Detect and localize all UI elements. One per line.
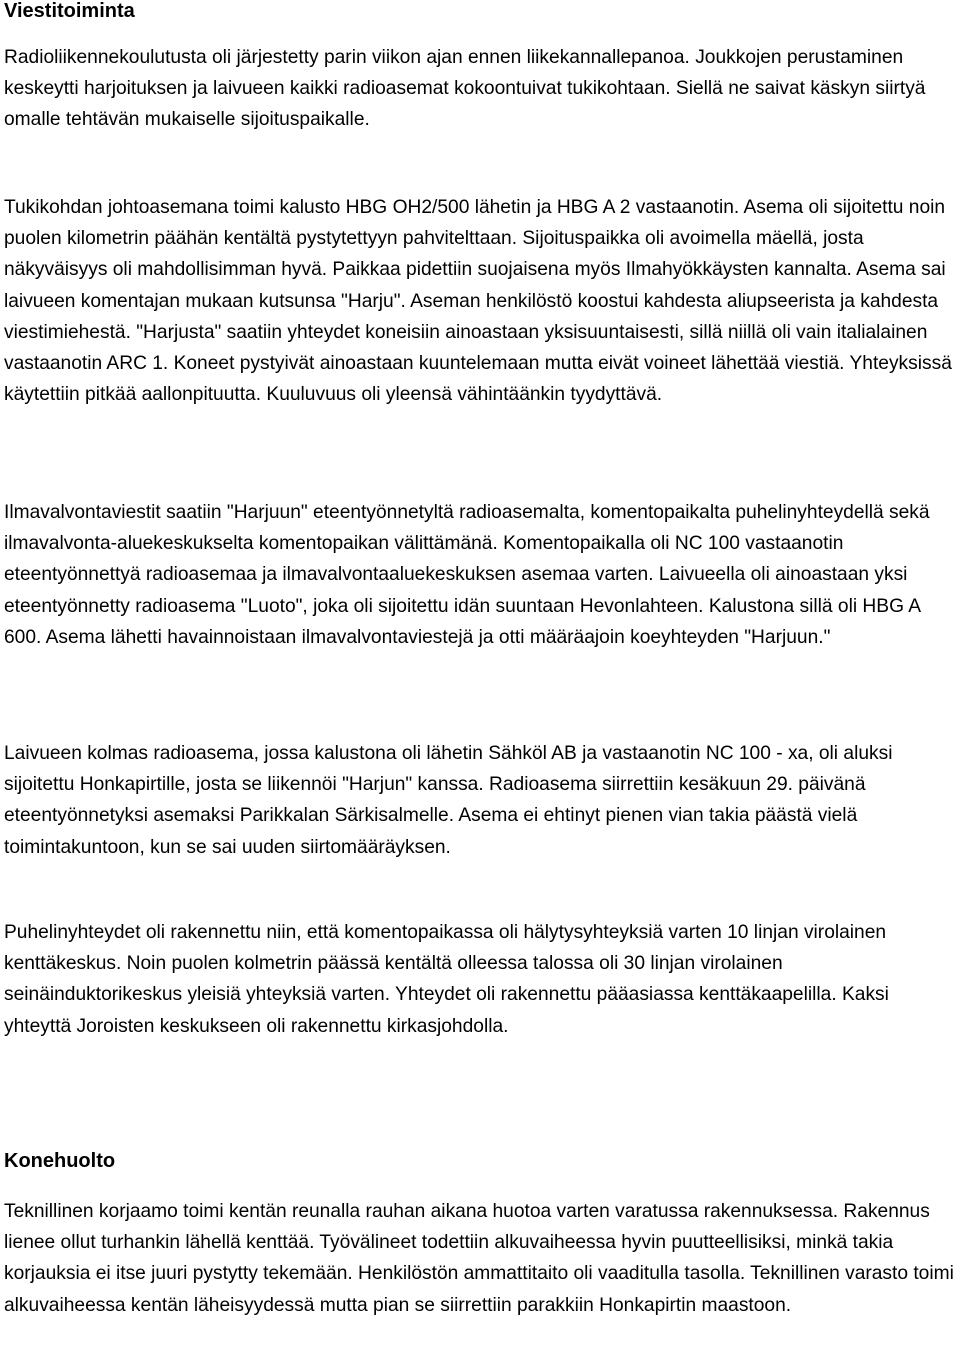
section-heading-viestitoiminta: Viestitoiminta: [4, 0, 135, 22]
paragraph: Tukikohdan johtoasemana toimi kalusto HBG OH2/500 lähetin ja HBG A 2 vastaanotin. Asema oli sijoitettu noin puolen kilometrin päähän kentältä pystytettyyn pahvitelttaan. Sijoituspaikka oli avoimella mäellä, josta näkyväisyys oli mahdollisimman hyvä. Paikkaa pidettiin suojaisena myös Ilmahyökkäysten kannalta. Asema sai laivueen komentajan mukaan kutsunsa "Harju". Aseman henkilöstö koostui kahdesta aliupseerista ja kahdesta viestimiehestä. "Harjusta" saatiin yhteydet koneisiin ainoastaan yksisuuntaisesti, sillä niillä oli vain italialainen vastaanotin ARC 1. Koneet pystyivät ainoastaan kuuntelemaan mutta eivät voineet lähettää viestiä. Yhteyksissä käytettiin pitkää aallonpituutta. Kuuluvuus oli yleensä vähintäänkin tyydyttävä.: [4, 197, 952, 406]
paragraph: Radioliikennekoulutusta oli järjestetty parin viikon ajan ennen liikekannallepanoa. Joukkojen perustaminen keskeytti harjoituksen ja laivueen kaikki radioasemat kokoontuivat tukikohtaan. Siellä ne saivat käskyn siirtyä omalle tehtävän mukaiselle sijoituspaikalle.: [4, 47, 926, 131]
paragraph: Laivueen kolmas radioasema, jossa kalustona oli lähetin Sähköl AB ja vastaanotin NC 100 - xa, oli aluksi sijoitettu Honkapirtille, josta se liikennöi "Harjun" kanssa. Radioasema siirrettiin kesäkuun 29. päivänä eteentyönnetyksi asemaksi Parikkalan Särkisalmelle. Asema ei ehtinyt pienen vian takia päästä vielä toimintakuntoon, kun se sai uuden siirtomääräyksen.: [4, 743, 893, 858]
paragraph: Puhelinyhteydet oli rakennettu niin, että komentopaikassa oli hälytysyhteyksiä varten 10 linjan virolainen kenttäkeskus. Noin puolen kolmetrin päässä kentältä olleessa talossa oli 30 linjan virolainen seinäinduktorikeskus yleisiä yhteyksiä varten. Yhteydet oli rakennettu pääasiassa kenttäkaapelilla. Kaksi yhteyttä Joroisten keskukseen oli rakennettu kirkasjohdolla.: [4, 922, 889, 1037]
section-heading-konehuolto: Konehuolto: [4, 1150, 116, 1172]
paragraph: Ilmavalvontaviestit saatiin "Harjuun" eteentyönnetyltä radioasemalta, komentopaikalta puhelinyhteydellä sekä ilmavalvonta-aluekeskukselta komentopaikan välittämänä. Komentopaikalla oli NC 100 vastaanotin eteentyönnettyä radioasemaa ja ilmavalvontaaluekeskuksen asemaa varten. Laivueella oli ainoastaan yksi eteentyönnetty radioasema "Luoto", joka oli sijoitettu idän suuntaan Hevonlahteen. Kalustona sillä oli HBG A 600. Asema lähetti havainnoistaan ilmavalvontaviestejä ja otti määräajoin koeyhteyden "Harjuun.": [4, 502, 930, 648]
paragraph: Teknillinen korjaamo toimi kentän reunalla rauhan aikana huotoa varten varatussa rakennuksessa. Rakennus lienee ollut turhankin lähellä kenttää. Työvälineet todettiin alkuvaiheessa hyvin puutteellisiksi, minkä takia korjauksia ei itse juuri pystytty tekemään. Henkilöstön ammattitaito oli vaaditulla tasolla. Teknillinen varasto toimi alkuvaiheessa kentän läheisyydessä mutta pian se siirrettiin parakkiin Honkapirtin maastoon.: [4, 1201, 954, 1316]
